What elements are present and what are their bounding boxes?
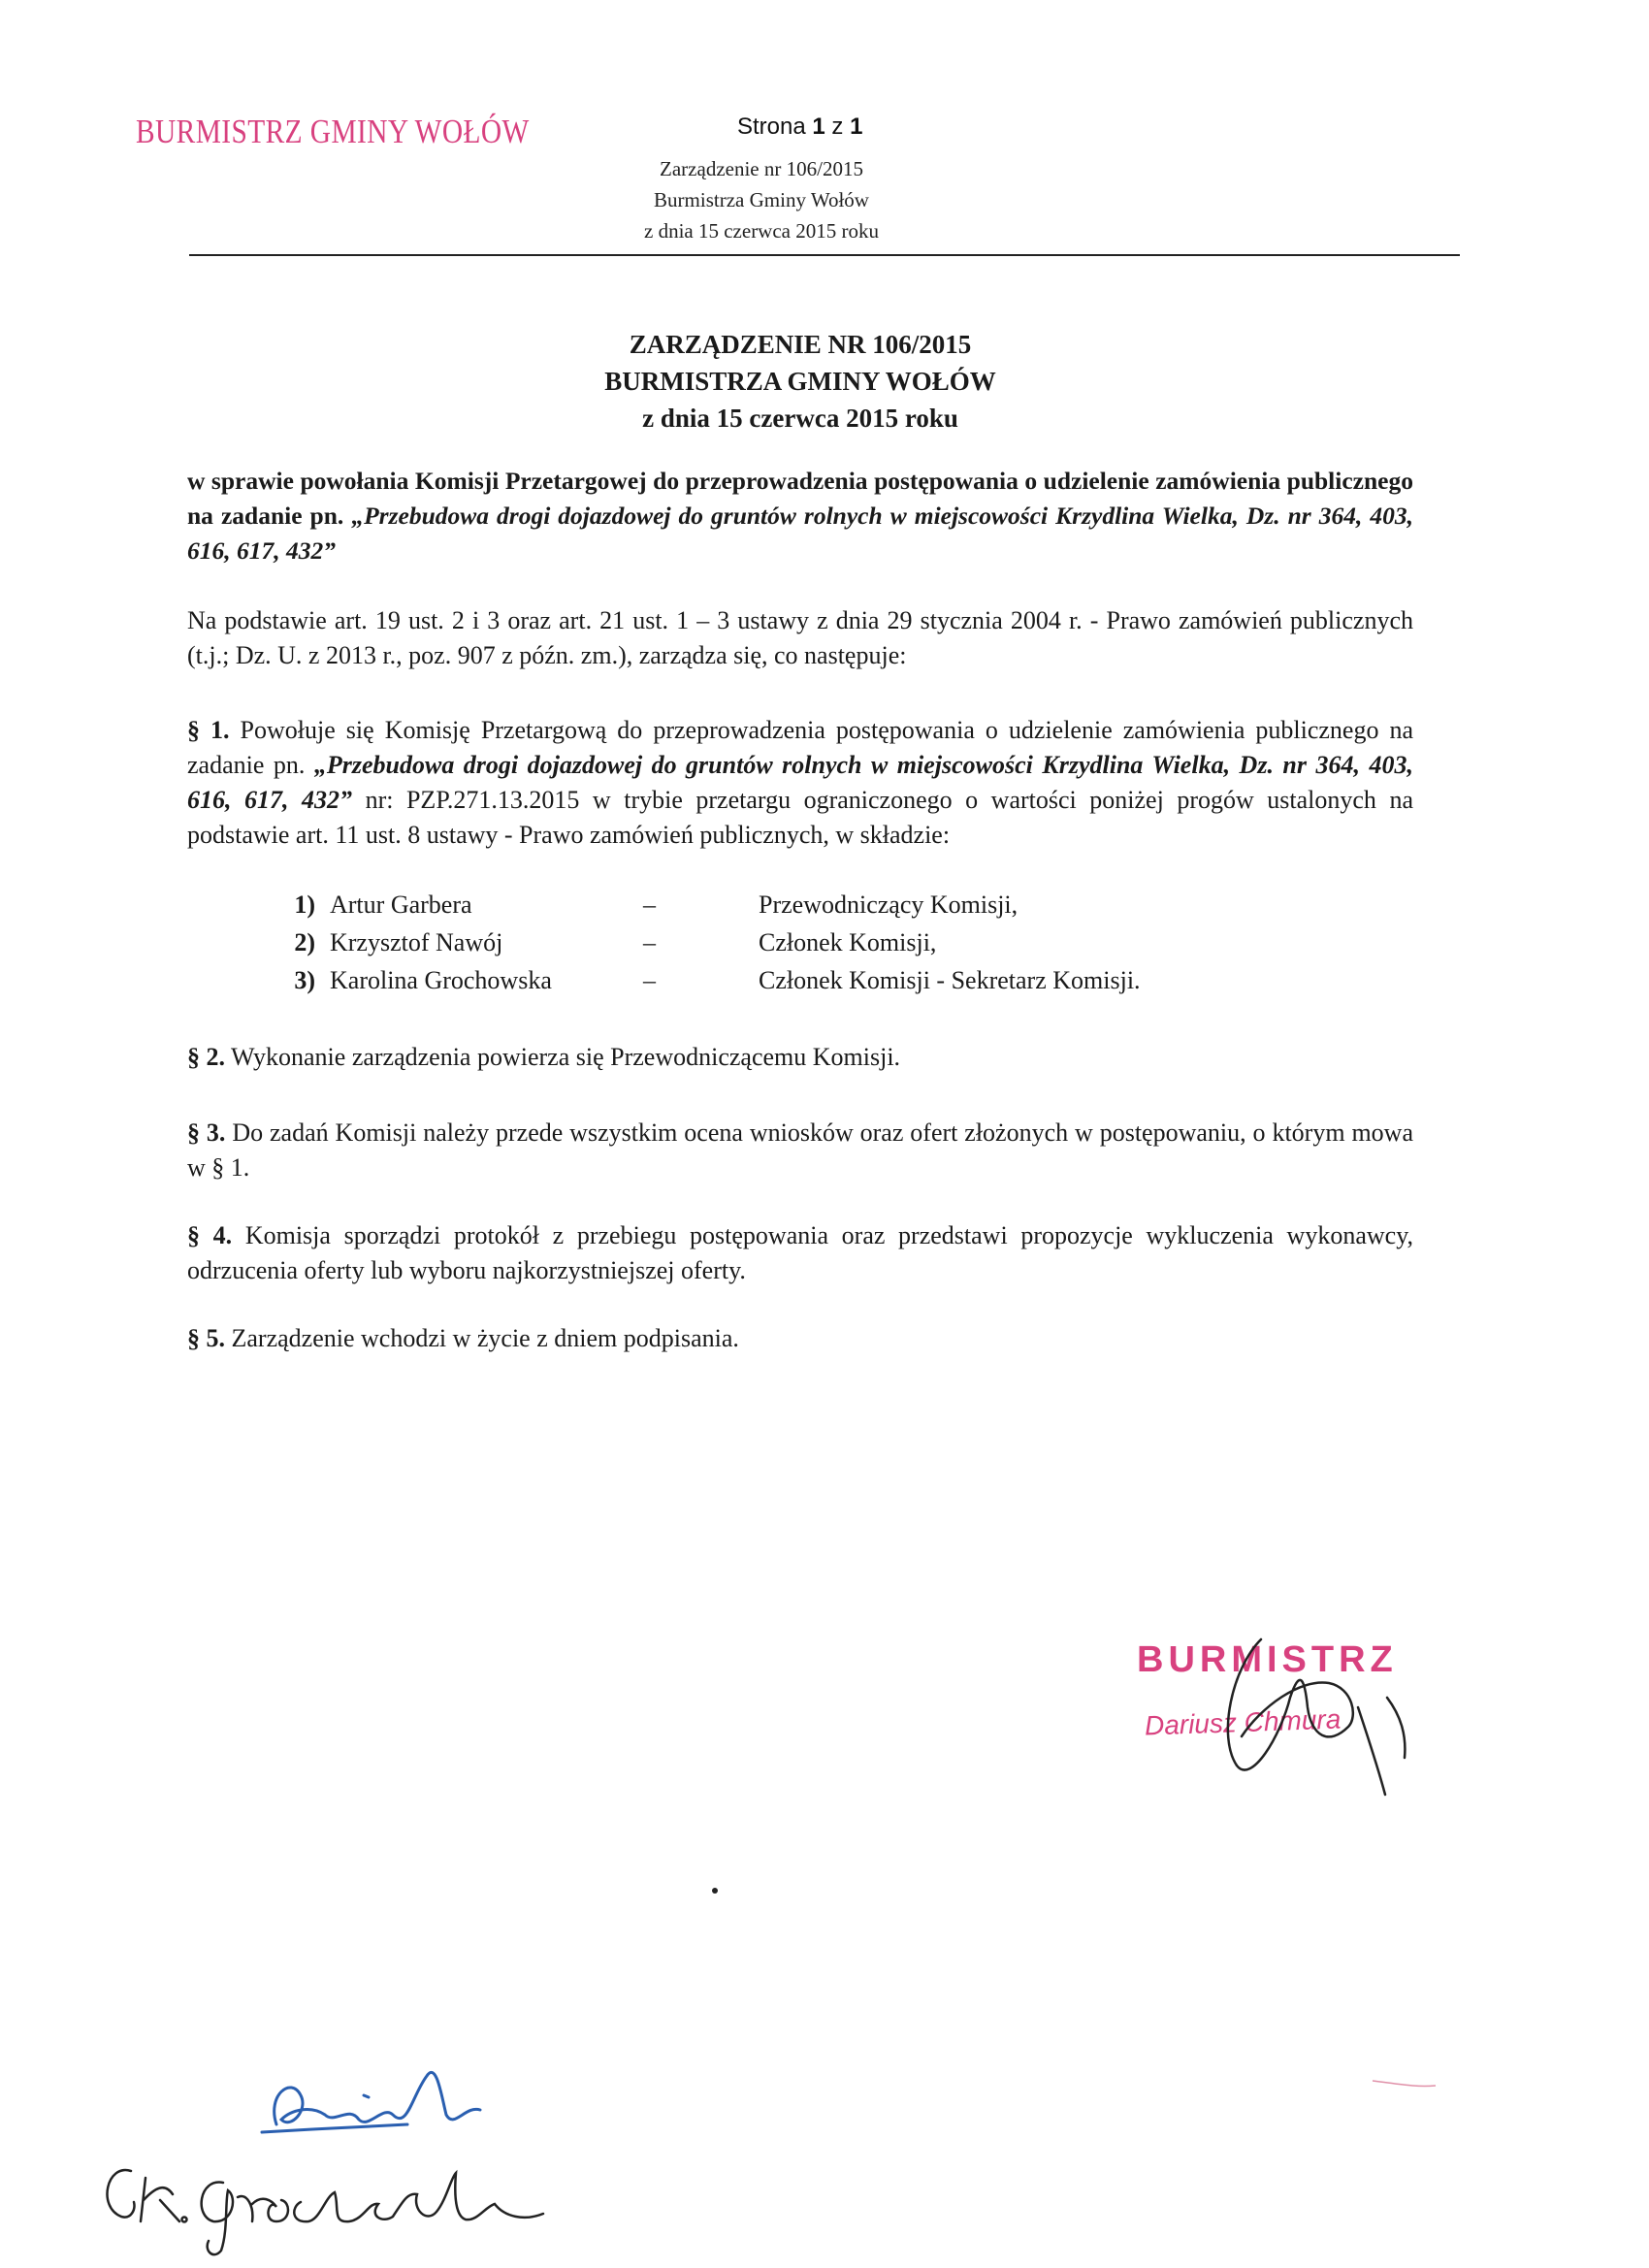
section-1 xyxy=(187,713,1413,853)
section-5-mark: § 5. xyxy=(187,1324,225,1352)
section-4-text: Komisja sporządzi protokół z przebiegu postępowania oraz przedstawi propozycje wykluczenia wykonawcy, odrzucenia oferty lub wyboru najkorzystniejszej oferty. xyxy=(187,1221,1413,1284)
section-2-mark: § 2. xyxy=(187,1043,225,1071)
member-signature-1 xyxy=(262,2072,480,2132)
member-name: Karolina Grochowska xyxy=(330,966,552,994)
section-1-text-a: Powołuje się Komisję Przetargową do przeprowadzenia postępowania o udzielenie zamówienia publicznego na zadanie pn. xyxy=(187,716,1414,779)
meta-line-1: Zarządzenie nr 106/2015 xyxy=(660,157,863,180)
member-dash: – xyxy=(643,891,656,919)
section-1-text-b: nr: PZP.271.13.2015 w trybie przetargu ograniczonego o wartości poniżej progów ustalonych na podstawie art. 11 ust. 8 ustawy - Prawo zamówień publicznych, w składzie: xyxy=(187,786,1413,849)
pencil-mark xyxy=(1373,2081,1436,2087)
member-dash: – xyxy=(643,928,656,956)
section-1-mark: § 1. xyxy=(187,716,230,744)
section-3 xyxy=(187,1116,1413,1185)
page-total: 1 xyxy=(850,113,863,140)
header-meta xyxy=(543,153,980,246)
header-divider xyxy=(189,254,1460,256)
member-name: Krzysztof Nawój xyxy=(330,928,503,956)
ink-dot xyxy=(712,1888,718,1894)
title-line-3: z dnia 15 czerwca 2015 roku xyxy=(642,404,958,433)
section-2-text: Wykonanie zarządzenia powierza się Przewodniczącemu Komisji. xyxy=(225,1043,901,1071)
section-5 xyxy=(187,1321,1413,1356)
section-3-mark: § 3. xyxy=(187,1118,226,1147)
document-subject xyxy=(187,464,1413,568)
member-role: Przewodniczący Komisji, xyxy=(759,891,1018,919)
member-number: 3) xyxy=(294,966,315,994)
member-row xyxy=(276,966,1246,1004)
title-line-1: ZARZĄDZENIE NR 106/2015 xyxy=(629,330,972,359)
meta-line-2: Burmistrza Gminy Wołów xyxy=(654,188,869,211)
section-1-task-name: „Przebudowa drogi dojazdowej do gruntów rolnych w miejscowości Krzydlina Wielka, Dz. nr 364, 403, 616, 617, 432” xyxy=(187,751,1413,814)
section-3-text: Do zadań Komisji należy przede wszystkim ocena wniosków oraz ofert złożonych w postępowaniu, o którym mowa w § 1. xyxy=(187,1118,1414,1182)
member-name: Artur Garbera xyxy=(330,891,472,919)
member-number: 1) xyxy=(294,891,315,919)
member-signature-2 xyxy=(108,2170,543,2254)
member-dash: – xyxy=(643,966,656,994)
legal-basis: Na podstawie art. 19 ust. 2 i 3 oraz art. 21 ust. 1 – 3 ustawy z dnia 29 stycznia 2004 r. - Prawo zamówień publicznych (t.j.; Dz. U. z 2013 r., poz. 907 z późn. zm.), zarządza się, co następuje: xyxy=(187,606,1413,669)
page-sep: z xyxy=(824,113,851,140)
document-title xyxy=(388,326,1212,437)
member-role: Członek Komisji - Sekretarz Komisji. xyxy=(759,966,1141,994)
subject-text: w sprawie powołania Komisji Przetargowej do przeprowadzenia postępowania o udzielenie zamówienia publicznego na zadanie pn. xyxy=(187,467,1413,530)
section-5-text: Zarządzenie wchodzi w życie z dniem podpisania. xyxy=(225,1324,739,1352)
section-4-mark: § 4. xyxy=(187,1221,233,1249)
subject-task-name: „Przebudowa drogi dojazdowej do gruntów rolnych w miejscowości Krzydlina Wielka, Dz. nr 364, 403, 616, 617, 432” xyxy=(187,502,1413,565)
member-row xyxy=(276,891,1246,928)
page-prefix: Strona xyxy=(737,113,813,140)
page-number xyxy=(737,113,862,141)
member-role: Członek Komisji, xyxy=(759,928,937,956)
page-current: 1 xyxy=(812,113,825,140)
section-4 xyxy=(187,1218,1413,1288)
member-row xyxy=(276,928,1246,966)
header-stamp: BURMISTRZ GMINY WOŁÓW xyxy=(136,113,530,150)
mayor-stamp-title: BURMISTRZ xyxy=(1137,1639,1398,1680)
section-2 xyxy=(187,1040,1413,1075)
member-number: 2) xyxy=(294,928,315,956)
committee-members-list xyxy=(276,891,1246,1004)
meta-line-3: z dnia 15 czerwca 2015 roku xyxy=(644,219,879,243)
mayor-stamp-name: Dariusz Chmura xyxy=(1144,1703,1342,1741)
title-line-2: BURMISTRZA GMINY WOŁÓW xyxy=(604,367,996,396)
